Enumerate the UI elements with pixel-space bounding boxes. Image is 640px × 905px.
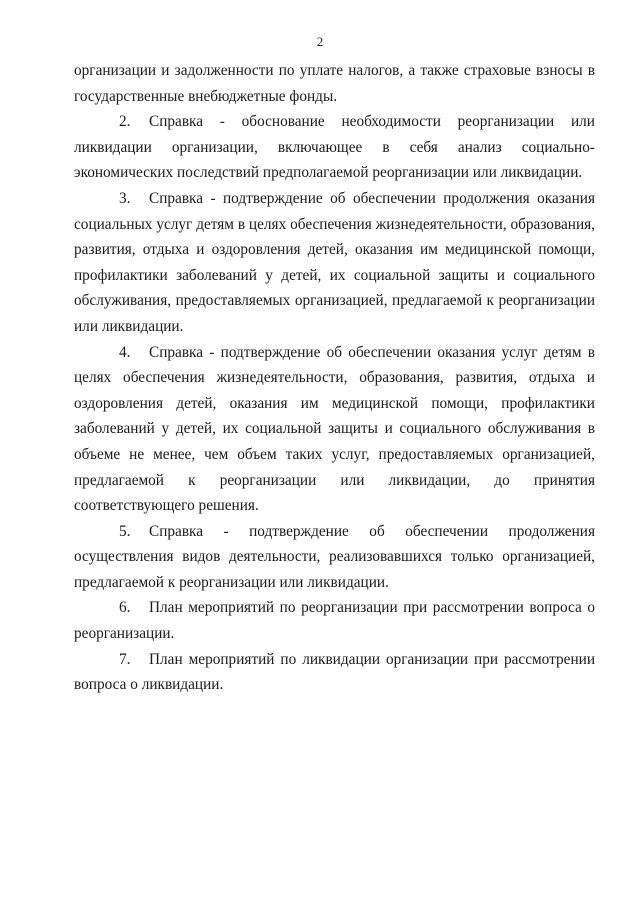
list-item-number: 4. (119, 343, 131, 361)
list-item-number: 3. (119, 189, 131, 207)
list-item-7 (74, 647, 595, 698)
list-item-3 (74, 186, 595, 340)
list-item-text: Справка - подтверждение об обеспечении продолжения осуществления видов деятельности, реализовавшихся только организацией, предлагаемой к реорганизации или ликвидации. (74, 522, 595, 591)
list-item-text: Справка - обоснование необходимости реорганизации или ликвидации организации, включающее в себя анализ социально-экономических последствий предполагаемой реорганизации или ликвидации. (74, 113, 595, 182)
page-number: 2 (316, 34, 324, 49)
list-item-2 (74, 109, 595, 186)
list-item-number: 7. (119, 650, 131, 668)
list-item-6 (74, 595, 595, 646)
list-item-number: 6. (119, 599, 131, 617)
list-item-text: План мероприятий по ликвидации организации при рассмотрении вопроса о ликвидации. (74, 650, 595, 694)
continuation-paragraph: организации и задолженности по уплате налогов, а также страховые взносы в государственные внебюджетные фонды. (74, 62, 595, 105)
list-item-4 (74, 340, 595, 519)
list-item-text: Справка - подтверждение об обеспечении оказания услуг детям в целях обеспечения жизнедеятельности, образования, развития, отдыха и оздоровления детей, оказания им медицинской помощи, профилактики заболеваний у детей, их социальной защиты и социального обслуживания в объеме не менее, чем объем таких услуг, предоставляемых организацией, предлагаемой к реорганизации или ликвидации, до принятия соответствующего решения. (74, 343, 595, 515)
document-body (74, 58, 595, 698)
list-item-5 (74, 519, 595, 596)
list-item-number: 2. (119, 113, 131, 131)
list-item-text: План мероприятий по реорганизации при рассмотрении вопроса о реорганизации. (74, 599, 595, 643)
list-item-text: Справка - подтверждение об обеспечении продолжения оказания социальных услуг детям в целях обеспечения жизнедеятельности, образования, развития, отдыха и оздоровления детей, оказания им медицинской помощи, профилактики заболеваний у детей, их социальной защиты и социального обслуживания, предоставляемых организацией, предлагаемой к реорганизации или ликвидации. (74, 189, 595, 335)
list-item-number: 5. (119, 522, 131, 540)
